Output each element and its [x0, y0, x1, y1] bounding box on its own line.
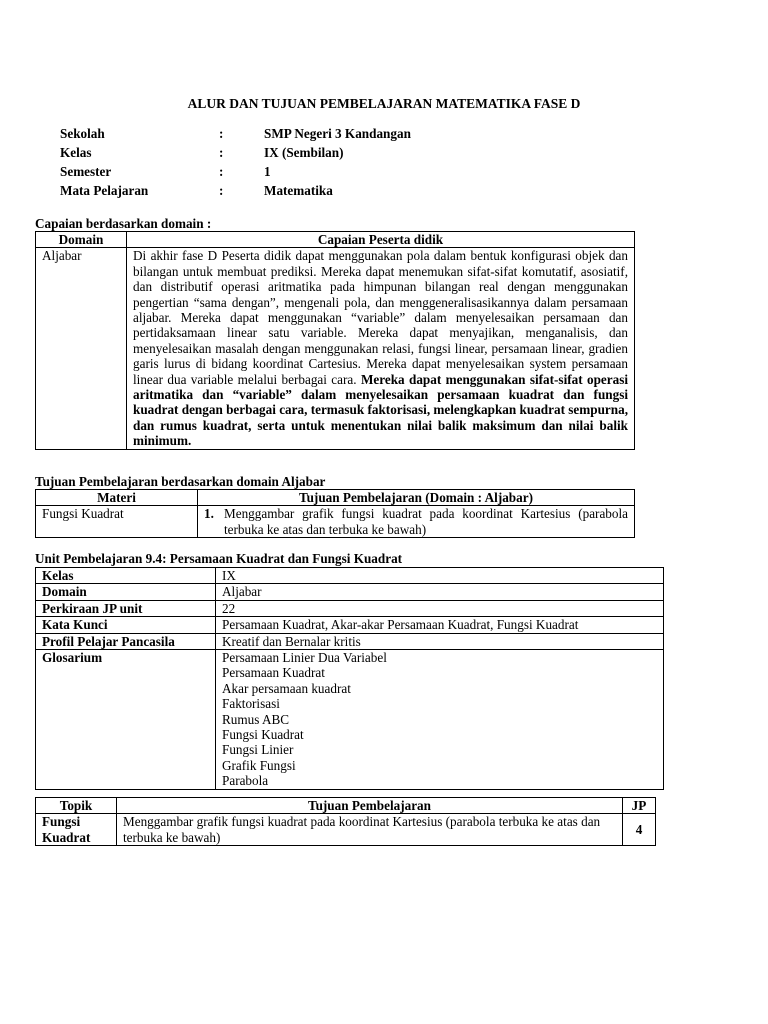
- row-value: Persamaan Kuadrat, Akar-akar Persamaan Kuadrat, Fungsi Kuadrat: [216, 617, 664, 633]
- capaian-text-bold: Mereka dapat menggunakan sifat-sifat operasi aritmatika dan “variable” dalam menyelesaikan persamaan kuadrat dan fungsi kuadrat dengan berbagai cara, termasuk faktorisasi, melengkapkan kuadrat sempurna, dan rumus kuadrat, serta untuk menentukan nilai balik maksimum dan nilai balik minimum.: [133, 371, 628, 449]
- glosarium-item: Akar persamaan kuadrat: [222, 680, 351, 696]
- table-row: [36, 650, 664, 790]
- table-row: [36, 617, 664, 633]
- topik-cell: Fungsi Kuadrat: [36, 814, 117, 846]
- domain-cell: Aljabar: [36, 248, 127, 449]
- info-value: 1: [264, 164, 271, 179]
- col-domain-header: Domain: [36, 232, 127, 248]
- row-label: Kelas: [36, 568, 216, 584]
- info-colon: :: [219, 145, 224, 160]
- table-row: [36, 633, 664, 649]
- tujuan-cell: [198, 506, 635, 538]
- glosarium-item: Grafik Fungsi: [222, 757, 296, 773]
- list-number: 1.: [204, 506, 214, 522]
- capaian-heading: Capaian berdasarkan domain :: [35, 216, 212, 231]
- topik-table: [35, 797, 656, 846]
- info-value: SMP Negeri 3 Kandangan: [264, 126, 411, 141]
- info-label: Semester: [60, 164, 112, 179]
- row-label: Domain: [36, 584, 216, 600]
- materi-cell: Fungsi Kuadrat: [36, 506, 198, 538]
- glosarium-item: Rumus ABC: [222, 711, 290, 727]
- glosarium-label: Glosarium: [36, 650, 216, 790]
- row-value: 22: [216, 600, 664, 616]
- info-row-kelas: [60, 145, 411, 164]
- glosarium-item: Faktorisasi: [222, 696, 280, 712]
- school-info: [60, 126, 411, 202]
- col-tujuan-header: Tujuan Pembelajaran (Domain : Aljabar): [198, 490, 635, 506]
- tujuan-heading: Tujuan Pembelajaran berdasarkan domain Aljabar: [35, 474, 326, 489]
- capaian-cell: [127, 248, 635, 449]
- document-title: ALUR DAN TUJUAN PEMBELAJARAN MATEMATIKA FASE D: [187, 96, 581, 111]
- glosarium-item: Persamaan Kuadrat: [222, 665, 325, 681]
- tujuan-table: [35, 489, 635, 538]
- info-label: Kelas: [60, 145, 92, 160]
- glosarium-item: Parabola: [222, 773, 269, 789]
- glosarium-item: Fungsi Kuadrat: [222, 727, 304, 743]
- col-topik-header: Topik: [36, 798, 117, 814]
- info-row-mata-pelajaran: [60, 183, 411, 202]
- table-row: [36, 600, 664, 616]
- table-row: [36, 584, 664, 600]
- row-label: Kata Kunci: [36, 617, 216, 633]
- row-value: Aljabar: [216, 584, 664, 600]
- info-row-sekolah: [60, 126, 411, 145]
- col-jp-header: JP: [623, 798, 656, 814]
- info-value: IX (Sembilan): [264, 145, 344, 160]
- topik-tujuan-cell: Menggambar grafik fungsi kuadrat pada koordinat Kartesius (parabola terbuka ke atas dan terbuka ke bawah): [117, 814, 623, 846]
- capaian-text: Di akhir fase D Peserta didik dapat menggunakan pola dalam bentuk konfigurasi objek dan bilangan untuk membuat prediksi. Mereka dapat menemukan sifat-sifat komutatif, asosiatif, dan distributif operasi aritmatika pada himpunan bilangan real dengan menggunakan pengertian “sama dengan”, mengenali pola, dan menggeneralisasikannya dalam persamaan aljabar. Mereka dapat menggunakan “variable” dalam menyelesaikan persamaan dan pertidaksamaan linear satu variable. Mereka dapat menyajikan, menganalisis, dan menyelesaikan masalah dengan menggunakan relasi, fungsi linear, persamaan linear, gradien garis lurus di bidang koordinat Cartesius. Mereka dapat menyelesaikan system persamaan linear dua variable melalui berbagai cara.: [133, 248, 628, 387]
- row-value: Kreatif dan Bernalar kritis: [216, 633, 664, 649]
- row-value: IX: [216, 568, 664, 584]
- unit-table: [35, 567, 664, 790]
- table-row: [36, 568, 664, 584]
- tujuan-text: Menggambar grafik fungsi kuadrat pada koordinat Kartesius (parabola terbuka ke atas dan terbuka ke bawah): [224, 506, 628, 537]
- row-label: Perkiraan JP unit: [36, 600, 216, 616]
- glosarium-item: Persamaan Linier Dua Variabel: [222, 650, 387, 666]
- jp-cell: 4: [623, 814, 656, 846]
- info-value: Matematika: [264, 183, 333, 198]
- unit-heading: Unit Pembelajaran 9.4: Persamaan Kuadrat dan Fungsi Kuadrat: [35, 551, 403, 566]
- info-colon: :: [219, 126, 224, 141]
- col-materi-header: Materi: [36, 490, 198, 506]
- glosarium-list: [216, 650, 664, 790]
- info-colon: :: [219, 164, 224, 179]
- info-colon: :: [219, 183, 224, 198]
- info-label: Mata Pelajaran: [60, 183, 149, 198]
- col-tujuan-header: Tujuan Pembelajaran: [117, 798, 623, 814]
- row-label: Profil Pelajar Pancasila: [36, 633, 216, 649]
- glosarium-item: Fungsi Linier: [222, 742, 294, 758]
- info-label: Sekolah: [60, 126, 105, 141]
- info-row-semester: [60, 164, 411, 183]
- col-capaian-header: Capaian Peserta didik: [127, 232, 635, 248]
- capaian-table: [35, 231, 635, 450]
